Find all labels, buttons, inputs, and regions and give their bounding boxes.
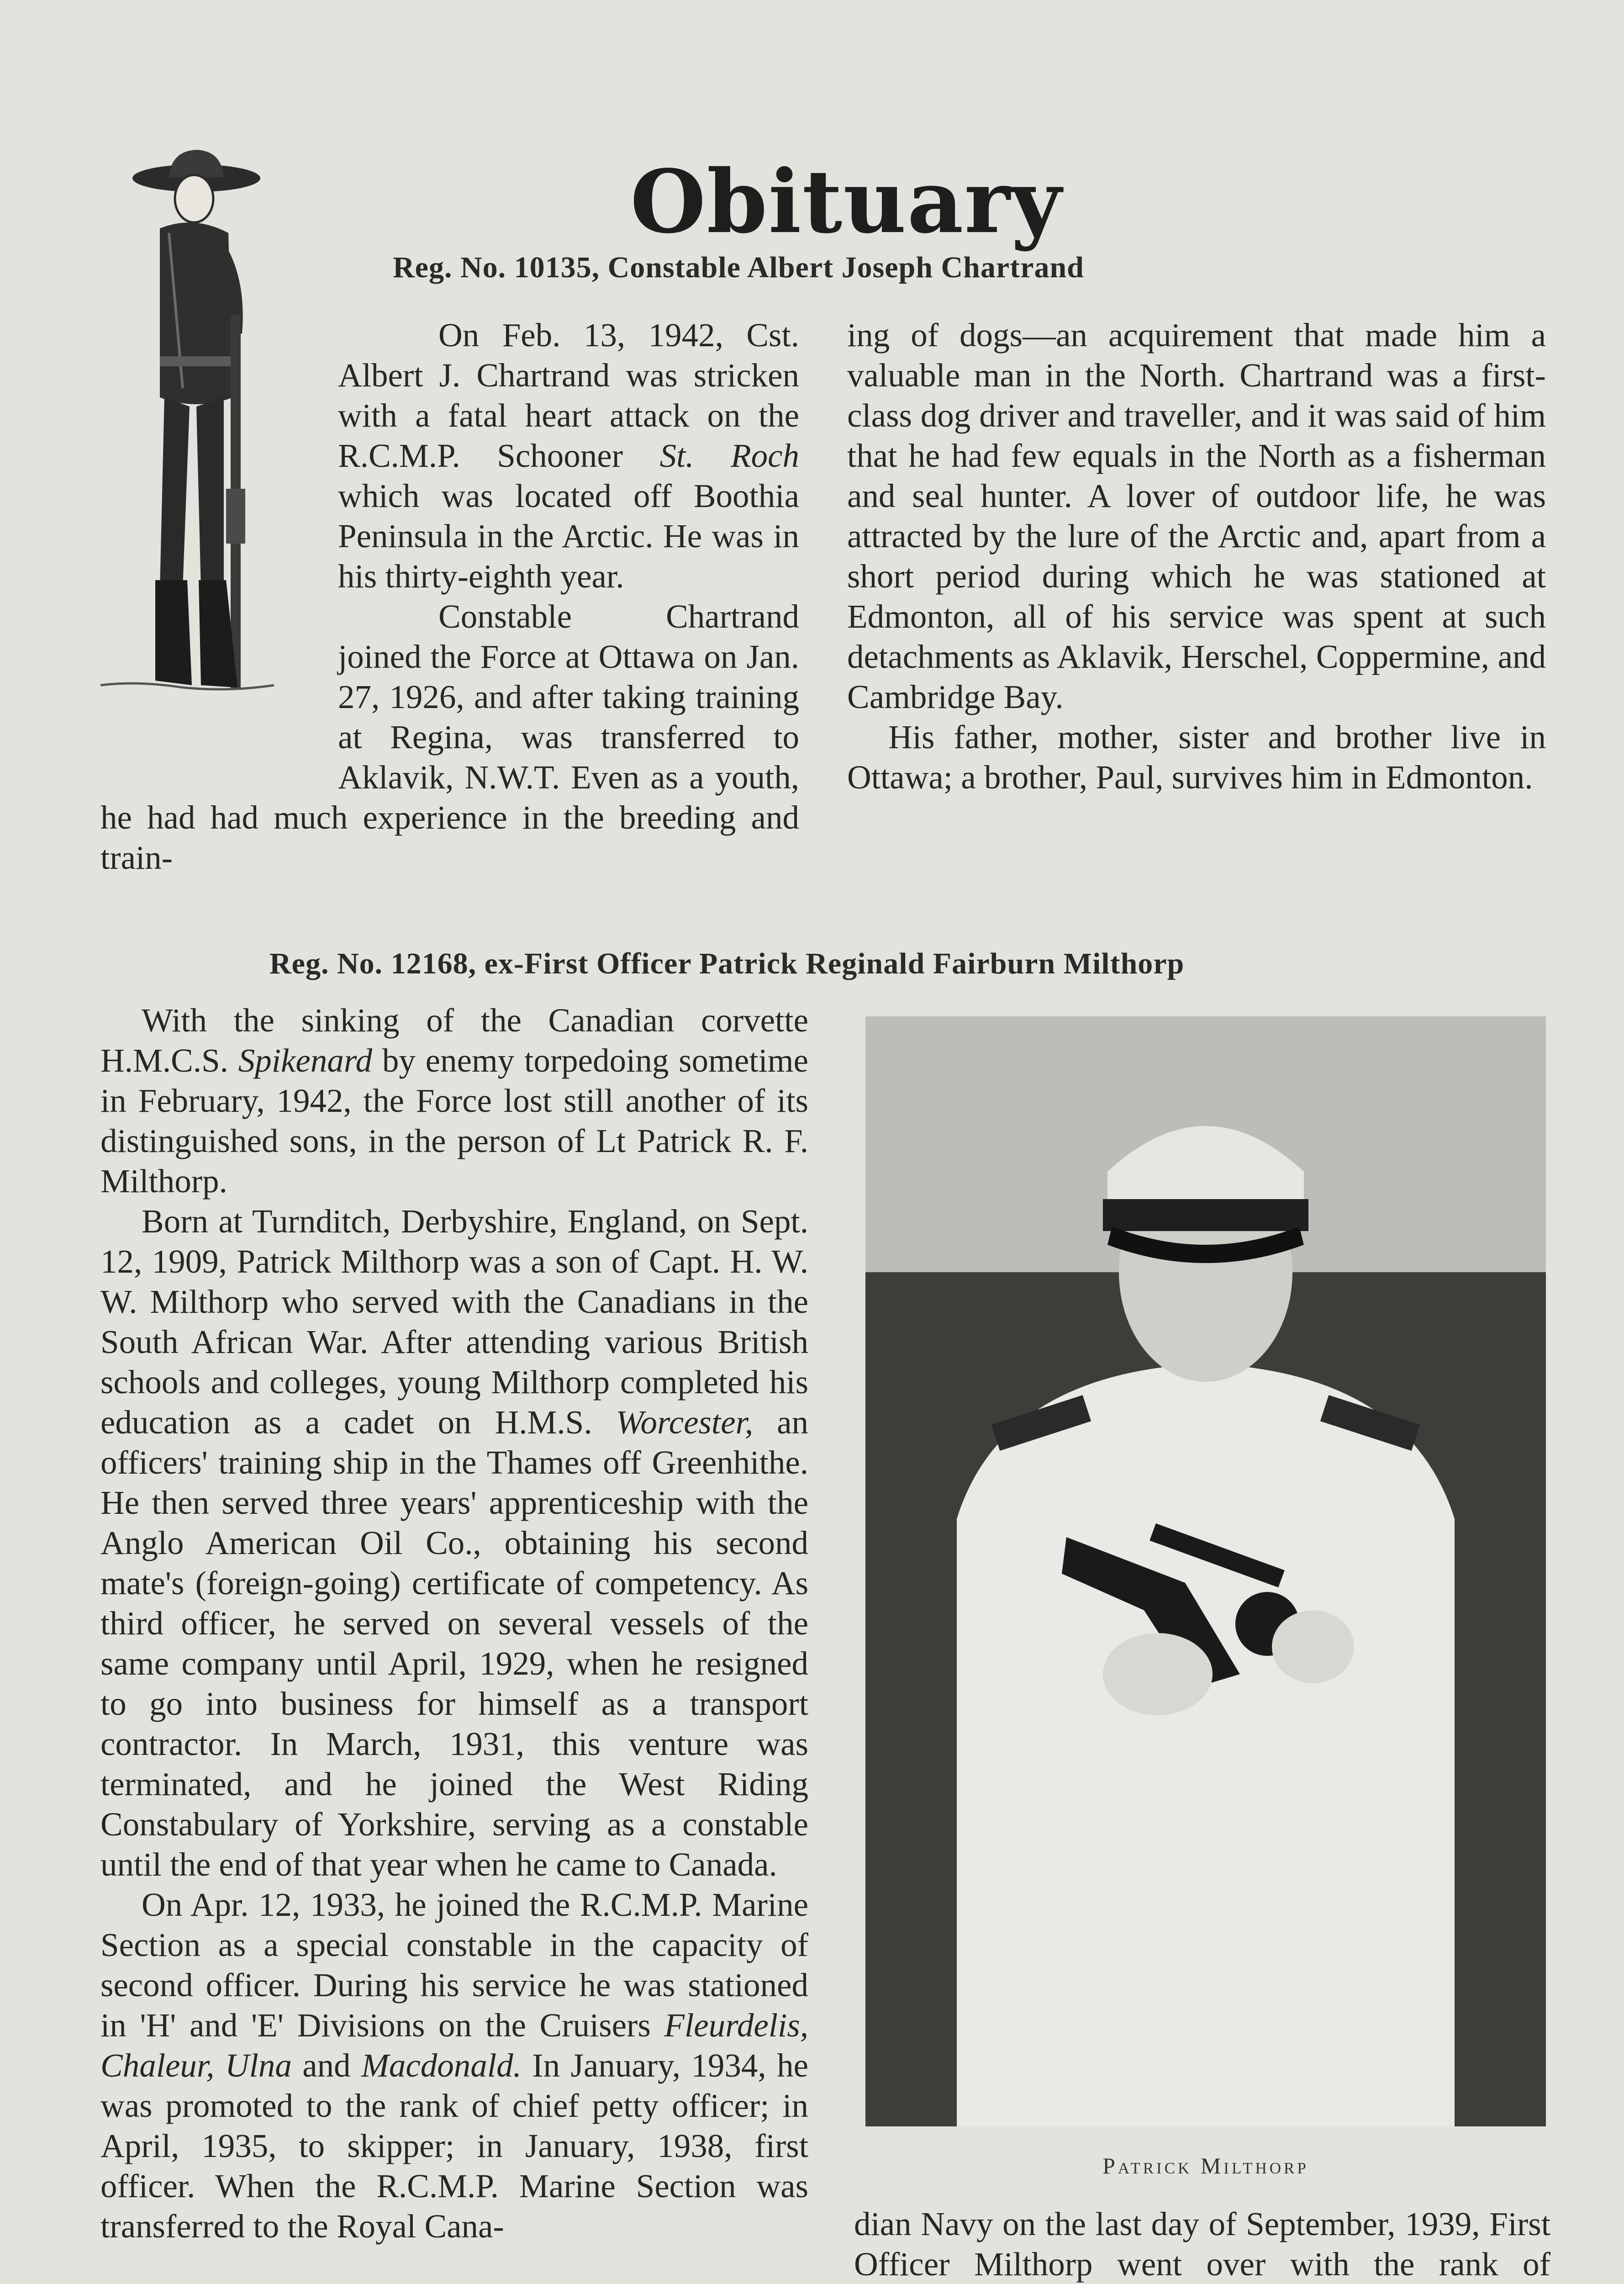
- article1-paragraph-4: His father, mother, sister and brother live in Ottawa; a brother, Paul, survives him in Edmonton.: [847, 719, 1546, 796]
- article2-paragraph-1: With the sinking of the Canadian corvette H.M.C.S. Spikenard by enemy torpedoing sometime in February, 1942, the Force lost still another of its distinguished sons, in the person of Lt Patrick R. F. Milthorp.: [100, 1002, 808, 1200]
- article1-heading: Reg. No. 10135, Constable Albert Joseph Chartrand: [393, 251, 1084, 284]
- article2-heading: Reg. No. 12168, ex-First Officer Patrick Reginald Fairburn Milthorp: [269, 947, 1185, 980]
- article2-column-left: [100, 1000, 808, 2247]
- article2-paragraph-3: On Apr. 12, 1933, he joined the R.C.M.P. Marine Section as a special constable in the capacity of second officer. During his service he was stationed in 'H' and 'E' Divisions on the Cruisers Fleurdelis, Chaleur, Ulna and Macdonald. In January, 1934, he was promoted to the rank of chief petty officer; in April, 1935, to skipper; in January, 1938, first officer. When the R.C.M.P. Marine Section was transferred to the Royal Cana-: [100, 1886, 808, 2245]
- masthead-title: Obituary: [630, 151, 1063, 253]
- article1-column-left: [100, 315, 799, 878]
- article2-column-right: [854, 2204, 1550, 2284]
- article1-paragraph-3: ing of dogs—an acquirement that made him a valuable man in the North. Chartrand was a first-class dog driver and traveller, and it was said of him that he had few equals in the North as a fisherman and seal hunter. A lover of outdoor life, he was attracted by the lure of the Arctic and, apart from a short period during which he was stationed at Edmonton, all of his service was spent at such detachments as Aklavik, Herschel, Coppermine, and Cambridge Bay.: [847, 317, 1546, 715]
- portrait-photo: [865, 1016, 1546, 2126]
- article1-paragraph-2: Constable Chartrand joined the Force at Ottawa on Jan. 27, 1926, and after taking training at Regina, was transferred to Aklavik, N.W.T. Even as a youth, he had had much experience in the breeding and train-: [100, 598, 799, 876]
- article2-paragraph-4: dian Navy on the last day of September, 1939, First Officer Milthorp went over with the rank of: [854, 2205, 1550, 2283]
- article2-paragraph-2: Born at Turnditch, Derbyshire, England, on Sept. 12, 1909, Patrick Milthorp was a son of Capt. H. W. W. Milthorp who served with the Canadians in the South African War. After attending various British schools and colleges, young Milthorp completed his education as a cadet on H.M.S. Worcester, an officers' training ship in the Thames off Greenhithe. He then served three years' apprenticeship with the Anglo American Oil Co., obtaining his second mate's (foreign-going) certificate of competency. As third officer, he served on several vessels of the same company until April, 1929, when he resigned to go into business for himself as a transport contractor. In March, 1931, this venture was terminated, and he joined the West Riding Constabulary of Yorkshire, serving as a constable until the end of that year when he came to Canada.: [100, 1203, 808, 1883]
- article1-column-right: [847, 315, 1546, 798]
- article1-paragraph-1: On Feb. 13, 1942, Cst. Albert J. Chartrand was stricken with a fatal heart attack on the R.C.M.P. Schooner St. Roch which was located off Boothia Peninsula in the Arctic. He was in his thirty-eighth year.: [338, 317, 799, 595]
- photo-caption: Patrick Milthorp: [1102, 2153, 1309, 2178]
- ship-name: St. Roch: [659, 437, 799, 474]
